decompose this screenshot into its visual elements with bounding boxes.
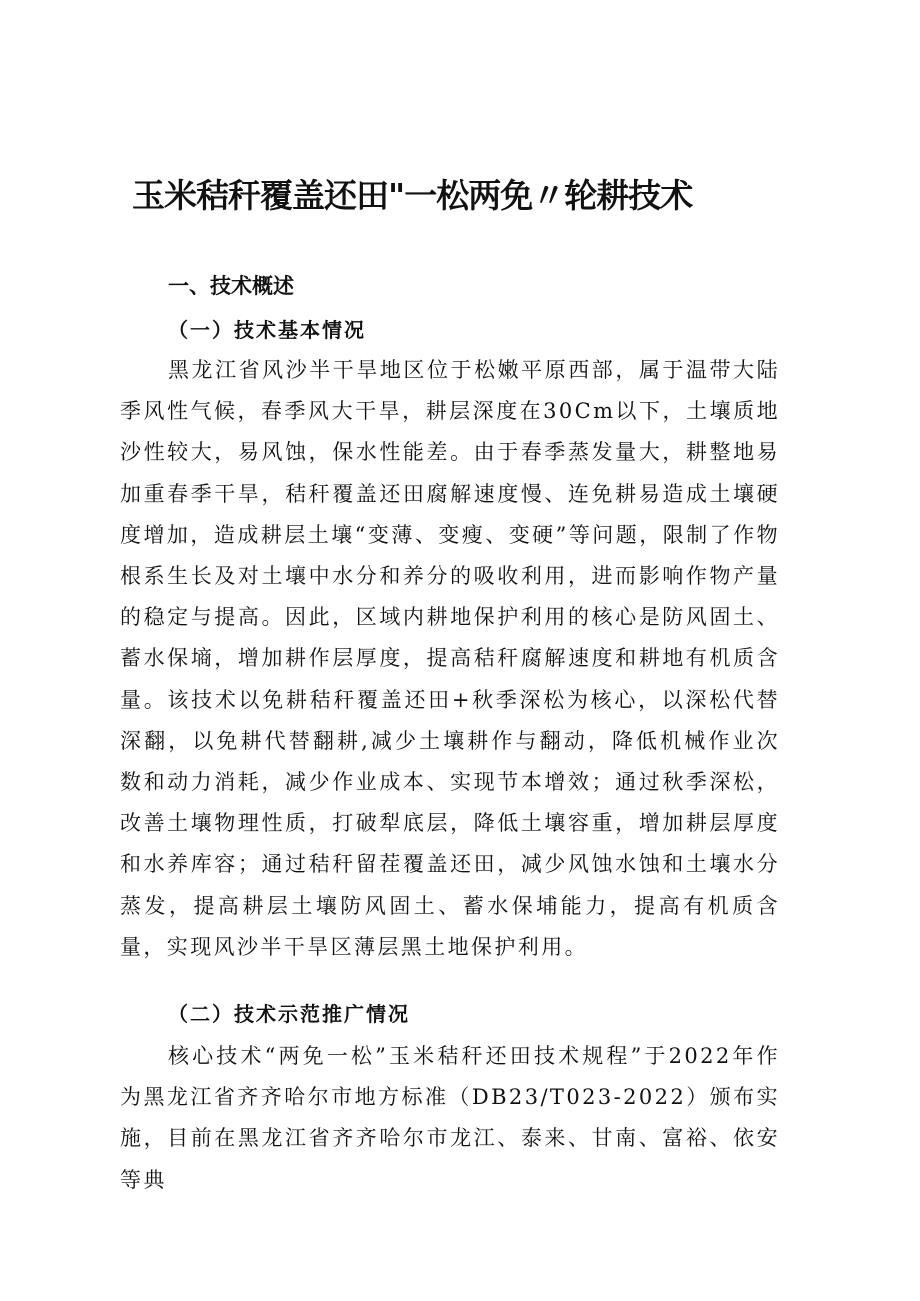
subsection-heading-promotion: （二）技术示范推广情况 — [168, 1002, 410, 1026]
section-heading-overview: 一、技术概述 — [168, 274, 294, 298]
subsection-heading-basic: （一）技术基本情况 — [168, 318, 366, 342]
paragraph-basic-situation: 黑龙江省风沙半干旱地区位于松嫩平原西部，属于温带大陆季风性气候，春季风大干旱，耕层深度在30Cm以下，土壤质地沙性较大，易风蚀，保水性能差。由于春季蒸发量大，耕整地易加重春季干旱，秸秆覆盖还田腐解速度慢、连免耕易造成土壤硬度增加，造成耕层土壤“变薄、变瘦、变硬”等问题，限制了作物根系生长及对土壤中水分和养分的吸收利用，进而影响作物产量的稳定与提高。因此，区域内耕地保护利用的核心是防风固土、蓄水保墒，增加耕作层厚度，提高秸秆腐解速度和耕地有机质含量。该技术以免耕秸秆覆盖还田+秋季深松为核心，以深松代替深翻，以免耕代替翻耕,减少土壤耕作与翻动，降低机械作业次数和动力消耗，减少作业成本、实现节本增效；通过秋季深松，改善土壤物理性质，打破犁底层，降低土壤容重，增加耕层厚度和水养库容；通过秸秆留茬覆盖还田，减少风蚀水蚀和土壤水分蒸发，提高耕层土壤防风固土、蓄水保埔能力，提高有机质含量，实现风沙半干旱区薄层黑土地保护利用。 — [120, 358, 780, 959]
paragraph-promotion: 核心技术“两免一松”玉米秸秆还田技术规程”于2022年作为黑龙江省齐齐哈尔市地方标准（DB23/T023-2022）颁布实施，目前在黑龙江省齐齐哈尔市龙江、泰来、甘南、富裕、依安等典 — [120, 1044, 780, 1192]
document-title: 玉米秸秆覆盖还田"一松两免〃轮耕技术 — [132, 176, 693, 215]
